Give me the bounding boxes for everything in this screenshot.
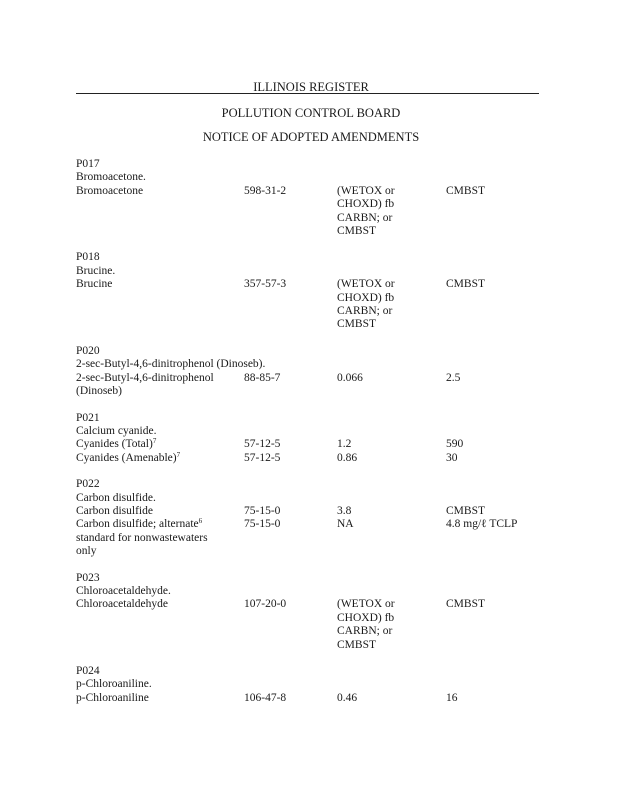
nonwastewater-standard: 2.5 [446,371,461,384]
register-title: ILLINOIS REGISTER [253,80,369,94]
cas-number: 75-15-0 [244,518,281,531]
waste-entry-p023 [76,572,546,652]
waste-description: 2-sec-Butyl-4,6-dinitrophenol (Dinoseb). [76,358,266,371]
header-rule [76,93,539,94]
footnote-ref: 6 [198,517,203,526]
wastewater-standard: 0.46 [337,691,358,704]
cas-number: 107-20-0 [244,598,287,611]
waste-entry-p018 [76,251,546,331]
waste-code: P018 [76,251,100,264]
nonwastewater-standard: CMBST [446,278,485,291]
nonwastewater-standard: 590 [446,438,464,451]
nonwastewater-standard: CMBST [446,184,485,197]
board-title: POLLUTION CONTROL BOARD [221,106,401,120]
constituent-name: Cyanides (Total)$^7$ [76,437,157,451]
constituent-row [76,185,546,239]
constituent-name: Brucine [76,278,113,291]
waste-entry-p017 [76,158,546,238]
waste-description: Calcium cyanide. [76,424,157,437]
nonwastewater-standard: CMBST [446,598,485,611]
cas-number: 57-12-5 [244,451,281,464]
constituent-row [76,505,546,518]
nonwastewater-standard: 30 [446,451,458,464]
wastewater-standard: NA [337,518,354,531]
waste-entry-p021 [76,412,546,466]
constituent-name: Carbon disulfide; alternate$^6$ standard for nonwastewaters only [76,517,208,558]
wastewater-standard: 0.066 [337,371,363,384]
constituent-row [76,692,546,705]
waste-entry-p024 [76,665,546,705]
nonwastewater-standard: 16 [446,691,458,704]
waste-description: Brucine. [76,264,116,277]
footnote-ref: 7 [176,450,181,459]
nonwastewater-standard: CMBST [446,504,485,517]
constituent-name: Bromoacetone [76,184,144,197]
wastewater-standard: (WETOX or CHOXD) fb CARBN; or CMBST [337,184,395,238]
cas-number: 75-15-0 [244,504,281,517]
waste-code: P023 [76,571,100,584]
wastewater-standard: (WETOX or CHOXD) fb CARBN; or CMBST [337,278,395,331]
waste-code-table [76,158,546,705]
waste-code: P020 [76,344,100,357]
nonwastewater-standard: 4.8 mg/ℓ TCLP [446,518,518,531]
constituent-name: 2-sec-Butyl-4,6-dinitrophenol (Dinoseb) [76,371,214,398]
waste-code: P024 [76,665,100,677]
cas-number: 106-47-8 [244,691,287,704]
wastewater-standard: 1.2 [337,438,352,451]
cas-number: 57-12-5 [244,438,281,451]
cas-number: 357-57-3 [244,278,287,291]
waste-description: p-Chloroaniline. [76,678,152,691]
waste-entry-p020 [76,345,546,399]
constituent-row [76,372,546,399]
constituent-row [76,452,546,465]
wastewater-standard: (WETOX or CHOXD) fb CARBN; or CMBST [337,598,395,651]
wastewater-standard: 0.86 [337,451,358,464]
footnote-ref: 7 [152,437,157,446]
waste-code: P017 [76,158,100,170]
waste-entry-p022 [76,478,546,558]
wastewater-standard: 3.8 [337,504,352,517]
waste-description: Chloroacetaldehyde. [76,584,171,597]
constituent-name: Cyanides (Amenable)$^7$ [76,450,181,464]
waste-description: Carbon disulfide. [76,491,156,504]
waste-code: P022 [76,478,100,491]
constituent-row [76,598,546,652]
notice-title: NOTICE OF ADOPTED AMENDMENTS [202,130,420,144]
cas-number: 598-31-2 [244,184,287,197]
waste-description: Bromoacetone. [76,171,146,184]
constituent-name: Carbon disulfide [76,504,153,517]
waste-code: P021 [76,411,100,424]
constituent-row [76,278,546,332]
cas-number: 88-85-7 [244,371,281,384]
constituent-name: p-Chloroaniline [76,691,149,704]
constituent-row [76,518,546,558]
constituent-row [76,438,546,451]
constituent-name: Chloroacetaldehyde [76,598,168,611]
